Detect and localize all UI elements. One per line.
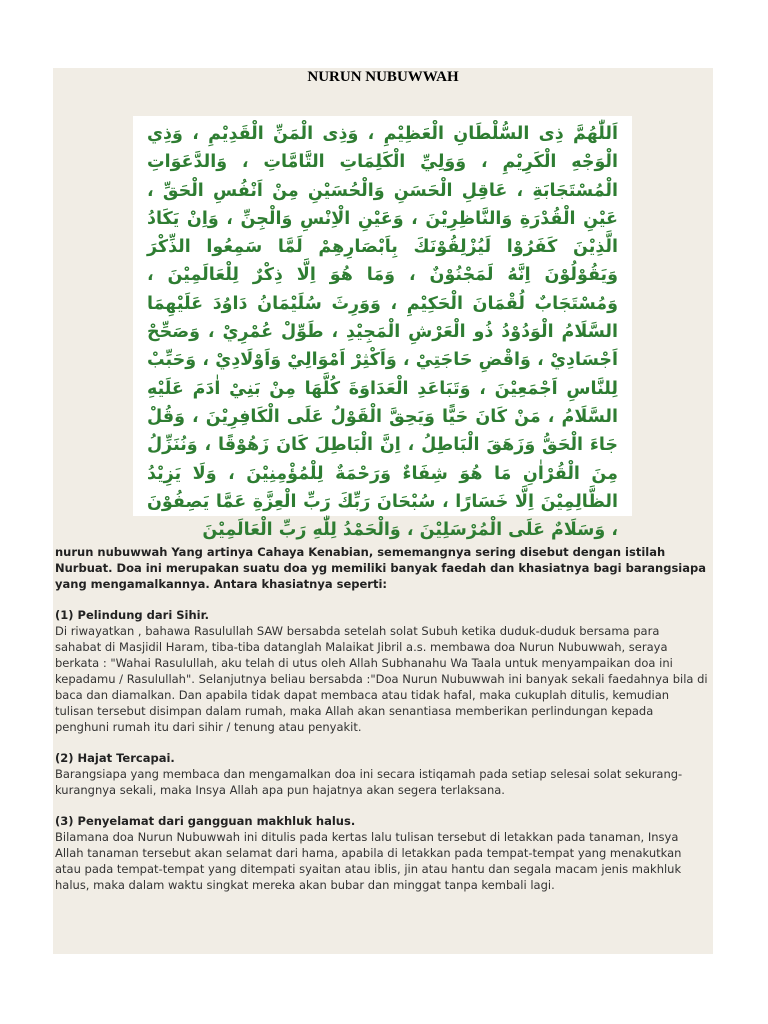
section-heading: (1) Pelindung dari Sihir.	[55, 608, 210, 622]
section-heading: (2) Hajat Tercapai.	[55, 751, 175, 765]
section-body: Di riwayatkan , bahawa Rasulullah SAW bersabda setelah solat Subuh ketika duduk-duduk bersama para sahabat di Masjidil Haram, tiba-tiba datanglah Malaikat Jibril a.s. membawa doa Nurun Nubuwwah, seraya berkata : "Wahai Rasulullah, aku telah di utus oleh Allah Subhanahu Wa Taala untuk menyampaikan doa ini kepadamu / Rasulullah". Selanjutnya beliau bersabda :"Doa Nurun Nubuwwah ini banyak sekali faedahnya bila di baca dan diamalkan. Dan apabila tidak dapat membaca atau tidak hafal, maka cukuplah ditulis, kemudian tulisan tersebut disimpan dalam rumah, maka Allah akan senantiasa memberikan perlindungan kepada penghuni rumah itu dari sihir / tenung atau penyakit.	[55, 624, 708, 734]
section-heading: (3) Penyelamat dari gangguan makhluk halus.	[55, 814, 356, 828]
intro-paragraph: nurun nubuwwah Yang artinya Cahaya Kenabian, sememangnya sering disebut dengan istilah Nurbuat. Doa ini merupakan suatu doa yg memiliki banyak faedah dan khasiatnya bagi barangsiapa yang mengamalkannya. Antara khasiatnya seperti:	[55, 545, 706, 591]
arabic-prayer-text: اَللّٰهُمَّ ذِى السُّلْطَانِ الْعَظِيْمِ ، وَذِى الْمَنِّ الْقَدِيْمِ ، وَذِي الْوَجْهِ الْكَرِيْمِ ، وَوَلِيِّ الْكَلِمَاتِ التَّامَّاتِ ، وَالدَّعَوَاتِ الْمُسْتَجَابَةِ ، عَاقِلِ الْحَسَنِ وَالْحُسَيْنِ مِنْ اَنْفُسِ الْحَقِّ ، عَيْنِ الْقُدْرَةِ وَالنَّاظِرِيْنَ ، وَعَيْنِ الْاِنْسِ وَالْجِنِّ ، وَاِنْ يَكَادُ الَّذِيْنَ كَفَرُوْا لَيُزْلِقُوْنَكَ بِاَبْصَارِهِمْ لَمَّا سَمِعُوا الذِّكْرَ وَيَقُوْلُوْنَ اِنَّهُ لَمَجْنُوْنٌ ، وَمَا هُوَ اِلَّا ذِكْرٌ لِلْعَالَمِيْنَ ، وَمُسْتَجَابٌ لُقْمَانَ الْحَكِيْمِ ، وَوَرِثَ سُلَيْمَانُ دَاوُدَ عَلَيْهِمَا السَّلَامُ الْوَدُوْدُ ذُو الْعَرْشِ الْمَجِيْدِ ، طَوِّلْ عُمْرِيْ ، وَصَحِّحْ اَجْسَادِيْ ، وَاقْضِ حَاجَتِيْ ، وَاَكْثِرْ اَمْوَالِيْ وَاَوْلَادِيْ ، وَحَبِّبْ لِلنَّاسِ اَجْمَعِيْنَ ، وَتَبَاعَدِ الْعَدَاوَةَ كُلَّهَا مِنْ بَنِيْ اٰدَمَ عَلَيْهِ السَّلَامُ ، مَنْ كَانَ حَيًّا وَيَحِقَّ الْقَوْلُ عَلَى الْكَافِرِيْنَ ، وَقُلْ جَاءَ الْحَقُّ وَزَهَقَ الْبَاطِلُ ، اِنَّ الْبَاطِلَ كَانَ زَهُوْقًا ، وَنُنَزِّلُ مِنَ الْقُرْاٰنِ مَا هُوَ شِفَاءٌ وَرَحْمَةٌ لِلْمُؤْمِنِيْنَ ، وَلَا يَزِيْدُ الظَّالِمِيْنَ اِلَّا خَسَارًا ، سُبْحَانَ رَبِّكَ رَبِّ الْعِزَّةِ عَمَّا يَصِفُوْنَ ، وَسَلَامٌ عَلَى الْمُرْسَلِيْنَ ، وَالْحَمْدُ لِلّٰهِ رَبِّ الْعَالَمِيْنَ	[147, 124, 618, 541]
section-body: Barangsiapa yang membaca dan mengamalkan doa ini secara istiqamah pada setiap selesai solat sekurang-kurangnya sekali, maka Insya Allah apa pun hajatnya akan segera terlaksana.	[55, 767, 683, 797]
arabic-prayer-image	[133, 116, 632, 541]
document-title: NURUN NUBUWWAH	[307, 69, 459, 85]
document-body	[55, 544, 709, 908]
document-page	[53, 68, 713, 954]
section-body: Bilamana doa Nurun Nubuwwah ini ditulis pada kertas lalu tulisan tersebut di letakkan pada tanaman, Insya Allah tanaman tersebut akan selamat dari hama, apabila di letakkan pada tempat-tempat yang menakutkan atau pada tempat-tempat yang ditempati syaitan atau iblis, jin atau hantu dan segala macam jenis makhluk halus, maka dalam waktu singkat mereka akan bubar dan minggat tanpa kembali lagi.	[55, 830, 682, 892]
